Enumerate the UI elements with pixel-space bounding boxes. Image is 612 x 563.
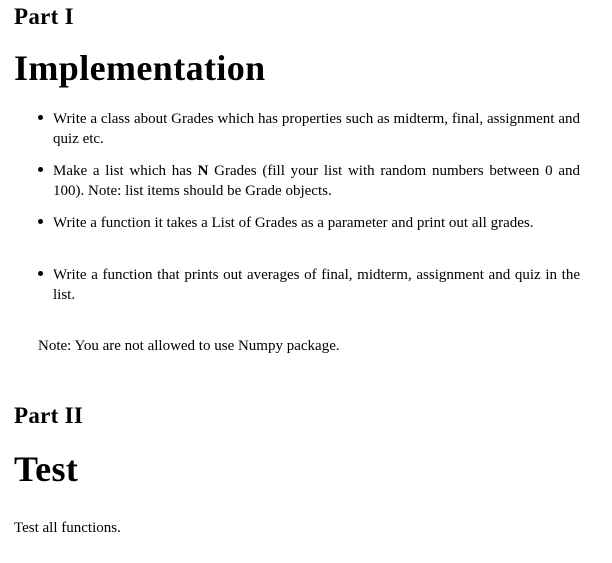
list-item-text-start: Make a list which has <box>53 163 198 179</box>
bullet-icon <box>38 167 43 172</box>
list-item <box>53 213 580 233</box>
implementation-heading: Implementation <box>14 48 266 88</box>
bullet-icon <box>38 271 43 276</box>
list-item-emphasis: N <box>197 163 209 179</box>
list-item-text <box>53 161 580 201</box>
list-item <box>53 109 580 149</box>
test-heading: Test <box>14 449 79 489</box>
list-item <box>53 265 580 305</box>
note-text: Note: You are not allowed to use Numpy package. <box>38 338 340 354</box>
requirements-list <box>53 109 580 309</box>
part-2-label: Part II <box>14 403 84 428</box>
list-item <box>53 161 580 201</box>
list-item-text: Write a function it takes a List of Grades as a parameter and print out all grades. <box>53 215 534 231</box>
list-item-text-end: Grades (fill your list with random numbers between 0 and 100). Note: list items should be Grade objects. <box>53 163 580 199</box>
part-1-label: Part I <box>14 4 74 29</box>
test-body-text: Test all functions. <box>14 520 121 536</box>
bullet-icon <box>38 115 43 120</box>
list-item-text: Write a function that prints out averages of final, midterm, assignment and quiz in the list. <box>53 267 580 303</box>
list-item-text: Write a class about Grades which has properties such as midterm, final, assignment and quiz etc. <box>53 111 580 147</box>
bullet-icon <box>38 219 43 224</box>
